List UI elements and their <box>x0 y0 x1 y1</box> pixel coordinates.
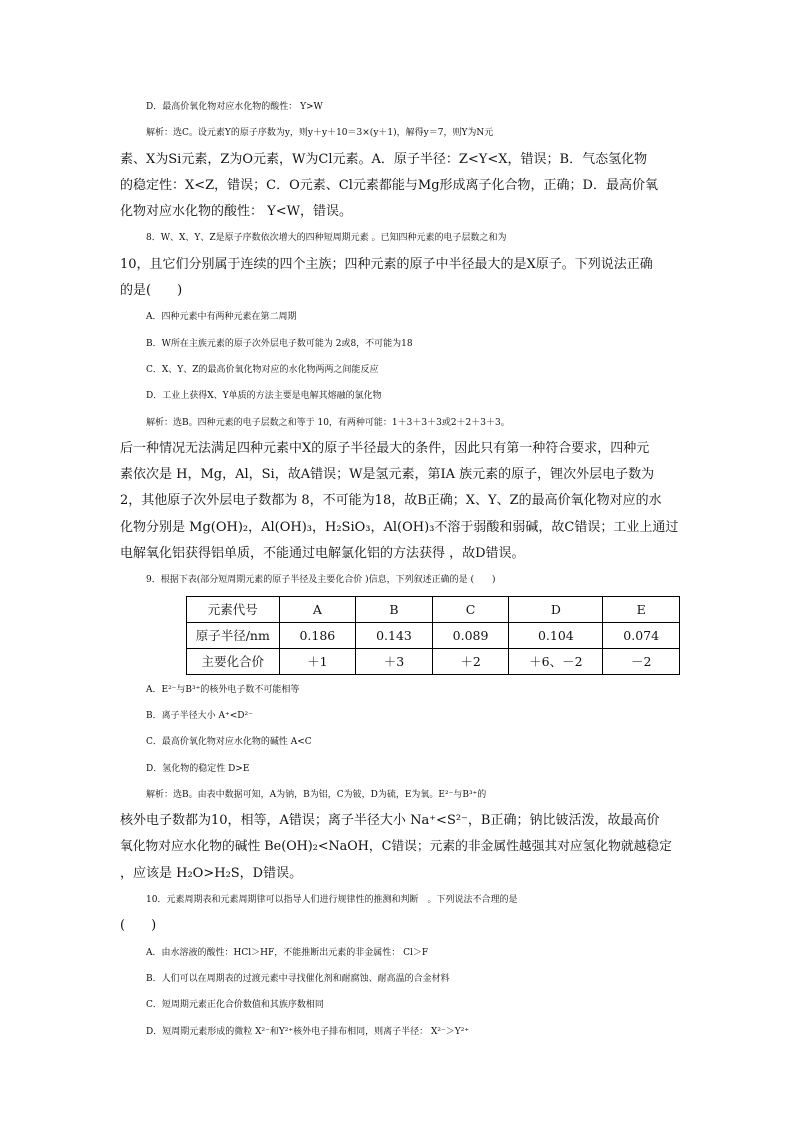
table-header-row <box>187 596 680 622</box>
q8-analysis-line-6: 电解氧化铝获得铝单质，不能通过电解氯化铝的方法获得 ，故D错误。 <box>120 546 525 562</box>
table-cell: 主要化合价 <box>187 648 280 674</box>
q8-stem-line-2: 10，且它们分别属于连续的四个主族；四种元素的原子中半径最大的是X原子。下列说法正确 <box>120 256 653 272</box>
table-cell: 原子半径/nm <box>187 622 280 648</box>
q8-option-b: B．W所在主族元素的原子次外层电子数可能为 2或8，不可能为18 <box>146 338 413 349</box>
table-cell: －2 <box>603 648 680 674</box>
table-cell: E <box>603 596 680 622</box>
q8-analysis-line-1: 解析：选B。四种元素的电子层数之和等于 10，有两种可能：1＋3＋3＋3或2＋2＋3＋3。 <box>146 417 510 428</box>
q8-stem-line-3: 的是( ) <box>120 283 183 299</box>
table-cell: 0.074 <box>603 622 680 648</box>
table-cell: 0.186 <box>279 622 356 648</box>
q9-option-d: D．氢化物的稳定性 D>E <box>146 763 250 774</box>
q7-analysis-line-3: 的稳定性：X<Z，错误；C．O元素、Cl元素都能与Mg形成离子化合物，正确；D．最高价氧 <box>120 177 658 193</box>
q8-stem-line-1: 8．W、X、Y、Z是原子序数依次增大的四种短周期元素 。已知四种元素的电子层数之和为 <box>146 233 507 244</box>
q9-analysis-line-2: 核外电子数都为10，相等，A错误；离子半径大小 Na⁺<S²⁻，B正确；钠比铍活泼，故最高价 <box>120 813 660 829</box>
q8-analysis-line-3: 素依次是 H，Mg，Al，Si，故A错误；W是氢元素，第ⅠA 族元素的原子，锂次外层电子数为 <box>120 467 655 483</box>
table-cell: 0.143 <box>356 622 433 648</box>
table-cell: ＋2 <box>432 648 509 674</box>
q9-analysis-line-4: ，应该是 H₂O>H₂S，D错误。 <box>120 865 303 881</box>
q9-stem: 9．根据下表(部分短周期元素的原子半径及主要化合价 )信息，下列叙述正确的是 ( ) <box>146 575 496 586</box>
q7-option-d: D．最高价氧化物对应水化物的酸性： Y>W <box>146 102 323 112</box>
table-cell: C <box>432 596 509 622</box>
table-row <box>187 648 680 674</box>
q10-option-d: D．短周期元素形成的微粒 X²⁻和Y²⁺核外电子排布相同，则离子半径： X²⁻＞Y²⁺ <box>146 1026 470 1037</box>
table-cell: ＋1 <box>279 648 356 674</box>
q7-analysis-line-2: 素、X为Si元素，Z为O元素，W为Cl元素。A．原子半径：Z<Y<X，错误；B．气态氢化物 <box>120 151 648 167</box>
q10-option-a: A．由水溶液的酸性：HCl＞HF，不能推断出元素的非金属性： Cl＞F <box>146 947 429 958</box>
element-table <box>186 596 680 675</box>
table-row <box>187 622 680 648</box>
q9-option-c: C．最高价氧化物对应水化物的碱性 A<C <box>146 737 312 748</box>
table-cell: 0.089 <box>432 622 509 648</box>
table-cell: 元素代号 <box>187 596 280 622</box>
q9-analysis-line-1: 解析：选B。由表中数据可知，A为钠，B为铝，C为铍，D为硫，E为氧。E²⁻与B³⁺的 <box>146 789 487 800</box>
document-page <box>120 94 680 1045</box>
q7-analysis-line-4: 化物对应水化物的酸性： Y<W，错误。 <box>120 204 352 220</box>
table-cell: B <box>356 596 433 622</box>
q8-analysis-line-2: 后一种情况无法满足四种元素中X的原子半径最大的条件，因此只有第一种符合要求，四种元 <box>120 440 650 456</box>
table-cell: ＋6、－2 <box>509 648 603 674</box>
q9-option-a: A．E²⁻与B³⁺的核外电子数不可能相等 <box>146 684 300 695</box>
table-cell: A <box>279 596 356 622</box>
q8-option-d: D．工业上获得X、Y单质的方法主要是电解其熔融的氯化物 <box>146 391 382 402</box>
table-cell: 0.104 <box>509 622 603 648</box>
q9-analysis-line-3: 氧化物对应水化物的碱性 Be(OH)₂<NaOH，C错误；元素的非金属性越强其对应氢化物就越稳定 <box>120 839 672 855</box>
table-cell: ＋3 <box>356 648 433 674</box>
q10-option-c: C．短周期元素正化合价数值和其族序数相同 <box>146 1000 324 1011</box>
q10-stem-line-1: 10．元素周期表和元素周期律可以指导人们进行规律性的推测和判断 。下列说法不合理的是 <box>146 895 518 906</box>
q10-option-b: B．人们可以在周期表的过渡元素中寻找催化剂和耐腐蚀、耐高温的合金材料 <box>146 973 450 984</box>
q8-analysis-line-4: 2，其他原子次外层电子数都为 8，不可能为18，故B正确；X、Y、Z的最高价氧化物对应的水 <box>120 493 662 509</box>
q8-analysis-line-5: 化物分别是 Mg(OH)₂，Al(OH)₃，H₂SiO₃，Al(OH)₃不溶于弱酸和弱碱，故C错误；工业上通过 <box>120 519 679 535</box>
q8-option-a: A．四种元素中有两种元素在第二周期 <box>146 312 297 323</box>
q8-option-c: C．X、Y、Z的最高价氧化物对应的水化物两两之间能反应 <box>146 364 379 375</box>
q9-option-b: B．离子半径大小 A⁺<D²⁻ <box>146 710 253 721</box>
table-cell: D <box>509 596 603 622</box>
q10-stem-line-2: ( ) <box>120 918 157 934</box>
q7-analysis-line-1: 解析：选C。设元素Y的原子序数为y，则y＋y＋10＝3×(y＋1)，解得y＝7，则Y为N元 <box>146 128 494 139</box>
